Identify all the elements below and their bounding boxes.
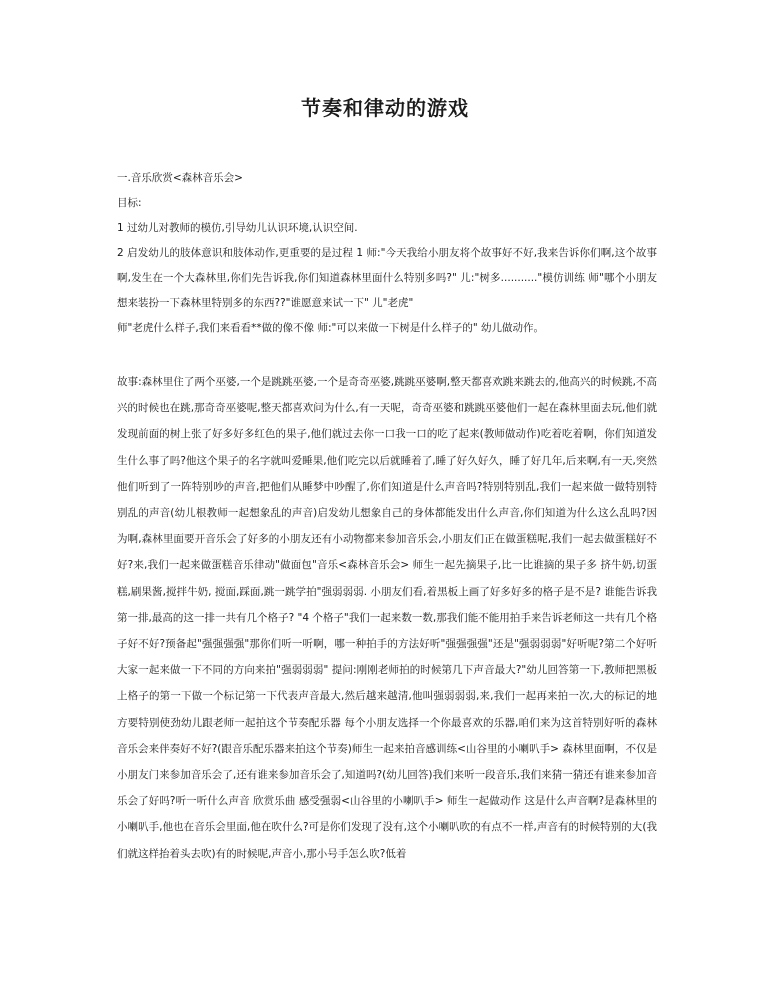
goals-label: 目标: <box>117 197 142 209</box>
goal-item-1: 1 过幼儿对教师的模仿,引导幼儿认识环境,认识空间. <box>117 222 358 234</box>
goal-item-2: 2 启发幼儿的肢体意识和肢体动作,更重要的是过程 1 师:"今天我给小朋友将个故事好不好,我来告诉你们啊,这个故事啊,发生在一个大森林里,你们先告诉我,你们知道森林里面什么特别多吗?" 儿:"树多..........."模仿训练 师"哪个小朋友想来装扮一下森林里特别多的东西??"谁愿意来试一下" 儿"老虎" <box>117 247 657 309</box>
section-heading: 一.音乐欣赏<森林音乐会> <box>117 172 243 184</box>
goal-item-2-continued: 师"老虎什么样子,我们来看看**做的像不像 师:"可以来做一下树是什么样子的" 幼儿做动作。 <box>117 322 545 334</box>
document-title: 节奏和律动的游戏 <box>301 96 469 120</box>
story-paragraph: 故事:森林里住了两个巫婆,一个是跳跳巫婆,一个是奇奇巫婆,跳跳巫婆啊,整天都喜欢跳来跳去的,他高兴的时候跳,不高兴的时候也在跳,那奇奇巫婆呢,整天都喜欢问为什么,有一天呢，奇奇巫婆和跳跳巫婆他们一起在森林里面去玩,他们就发现前面的树上张了好多好多红色的果子,他们就过去你一口我一口的吃了起来(教师做动作)吃着吃着啊，你们知道发生什么事了吗?他这个果子的名字就叫爱睡果,他们吃完以后就睡着了,睡了好久好久，睡了好几年,后来啊,有一天,突然他们听到了一阵特别吵的声音,把他们从睡梦中吵醒了,你们知道是什么声音吗?特别特别乱,我们一起来做一做特别特别乱的声音(幼儿根教师一起想象乱的声音)启发幼儿想象自己的身体都能发出什么声音,你们知道为什么这么乱吗?因为啊,森林里面要开音乐会了好多的小朋友还有小动物都来参加音乐会,小朋友们正在做蛋糕呢,我们一起去做蛋糕好不好?来,我们一起来做蛋糕音乐律动"做面包"音乐<森林音乐会> 师生一起先摘果子,比一比谁摘的果子多 挤牛奶,切蛋糕,刷果酱,搅拌牛奶, 搅面,踩面,跳一跳学拍"强弱弱弱. 小朋友们看,着黑板上画了好多好多的格子是不是? 谁能告诉我第一排,最高的这一排一共有几个格子? "4 个格子"我们一起来数一数,那我们能不能用拍手来告诉老师这一共有几个格子好不好?预备起"强强强强"那你们听一听啊，哪一种拍手的方法好听"强强强强"还是"强弱弱弱"好听呢?第二个好听大家一起来做一下不同的方向来拍"强弱弱弱" 提问:刚刚老师拍的时候第几下声音最大?"幼儿回答第一下,教师把黑板上格子的第一下做一个标记第一下代表声音最大,然后越来越清,他叫强弱弱弱,来,我们一起再来拍一次,大的标记的地方要特别使劲幼儿跟老师一起拍这个节奏配乐器 每个小朋友选择一个你最喜欢的乐器,咱们来为这首特别好听的森林音乐会来伴奏好不好?(跟音乐配乐器来拍这个节奏)师生一起来拍音感训练<山谷里的小喇叭手> 森林里面啊，不仅是小朋友门来参加音乐会了,还有谁来参加音乐会了,知道吗?(幼儿回答)我们来听一段音乐,我们来猜一猜还有谁来参加音乐会了好吗?听一听什么声音 欣赏乐曲 感受强弱<山谷里的小喇叭手> 师生一起做动作 这是什么声音啊?是森林里的小喇叭手,他也在音乐会里面,他在吹什么?可是你们发现了没有,这个小喇叭吹的有点不一样,声音有的时候特别的大(我们就这样抬着头去吹)有的时候呢,声音小,那小号手怎么吹?低着 <box>117 376 657 860</box>
